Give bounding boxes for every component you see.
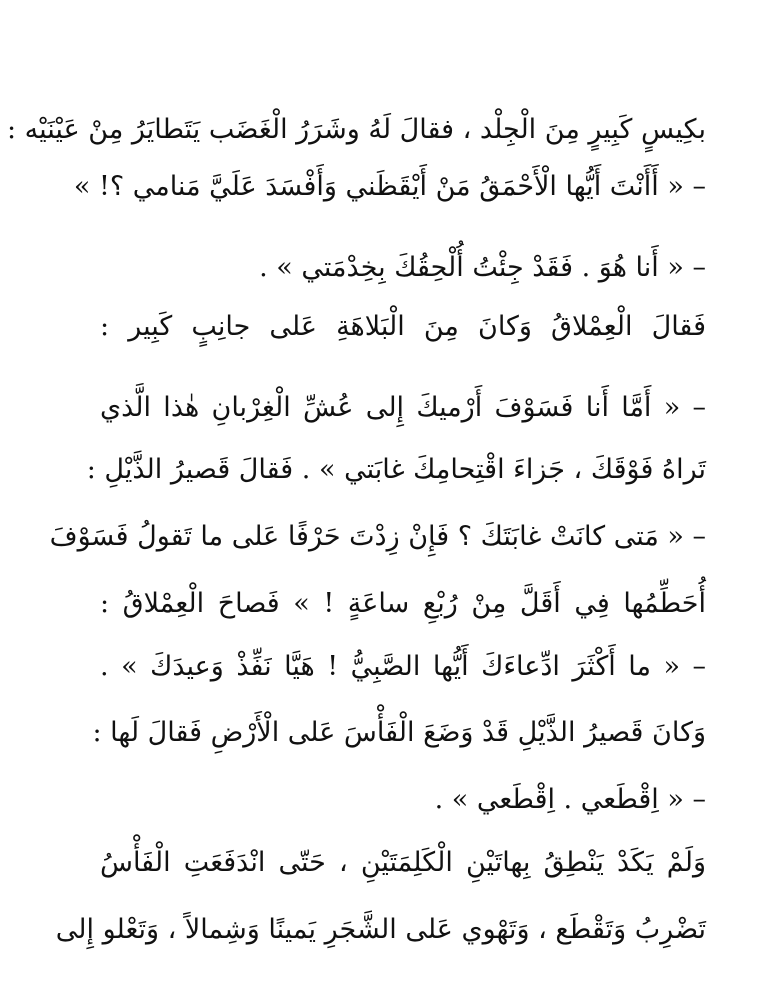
text-line: – « أَنا هُوَ . فَقَدْ جِئْتُ أُلْحِقُكَ بِخِدْمَتي » . bbox=[259, 252, 706, 283]
text-line: – « ما أَكْثَرَ ادِّعاءَكَ أَيُّها الصَّبِيُّ ! هَيَّا نَفِّذْ وَعيدَكَ » . bbox=[100, 651, 706, 682]
text-line: – « مَتى كانَتْ غابَتَكَ ؟ فَإِنْ زِدْتَ حَرْفًا عَلى ما تَقولُ فَسَوْفَ bbox=[49, 521, 706, 552]
text-line: بكِيسٍ كَبِيرٍ مِنَ الْجِلْد ، فقالَ لَهُ وشَرَرُ الْغَضَب يَتَطايَرُ مِنْ عَيْنَيْه : bbox=[6, 114, 706, 145]
text-line: أُحَطِّمُها فِي أَقَلَّ مِنْ رُبْعِ ساعَةٍ ! » فَصاحَ الْعِمْلاقُ : bbox=[100, 588, 706, 619]
text-line: تَراهُ فَوْقَكَ ، جَزاءَ اقْتِحامِكَ غابَتي » . فَقالَ قَصيرُ الذَّيْلِ : bbox=[86, 454, 706, 485]
text-line: – « أَأَنْتَ أَيُّها الْأَحْمَقُ مَنْ أَيْقَظَني وَأَفْسَدَ عَلَيَّ مَنامي ؟! » bbox=[73, 171, 706, 202]
text-line: تَضْرِبُ وَتَقْطَع ، وَتَهْوي عَلى الشَّجَرِ يَمينًا وَشِمالاً ، وَتَعْلو إِلى bbox=[55, 914, 706, 945]
text-line: وَلَمْ يَكَدْ يَنْطِقُ بِهاتَيْنِ الْكَلِمَتَيْنِ ، حَتّى انْدَفَعَتِ الْفَأْسُ bbox=[100, 847, 706, 878]
text-line: – « أَمَّا أَنا فَسَوْفَ أَرْميكَ إِلى عُشِّ الْغِرْبانِ هٰذا الَّذي bbox=[100, 392, 706, 423]
text-line: فَقالَ الْعِمْلاقُ وَكانَ مِنَ الْبَلاهَةِ عَلى جانِبٍ كَبِير : bbox=[100, 311, 706, 342]
text-line: وَكانَ قَصيرُ الذَّيْلِ قَدْ وَضَعَ الْفَأْسَ عَلى الْأَرْضِ فَقالَ لَها : bbox=[92, 717, 706, 748]
text-line: – « اِقْطَعي . اِقْطَعي » . bbox=[434, 784, 706, 815]
